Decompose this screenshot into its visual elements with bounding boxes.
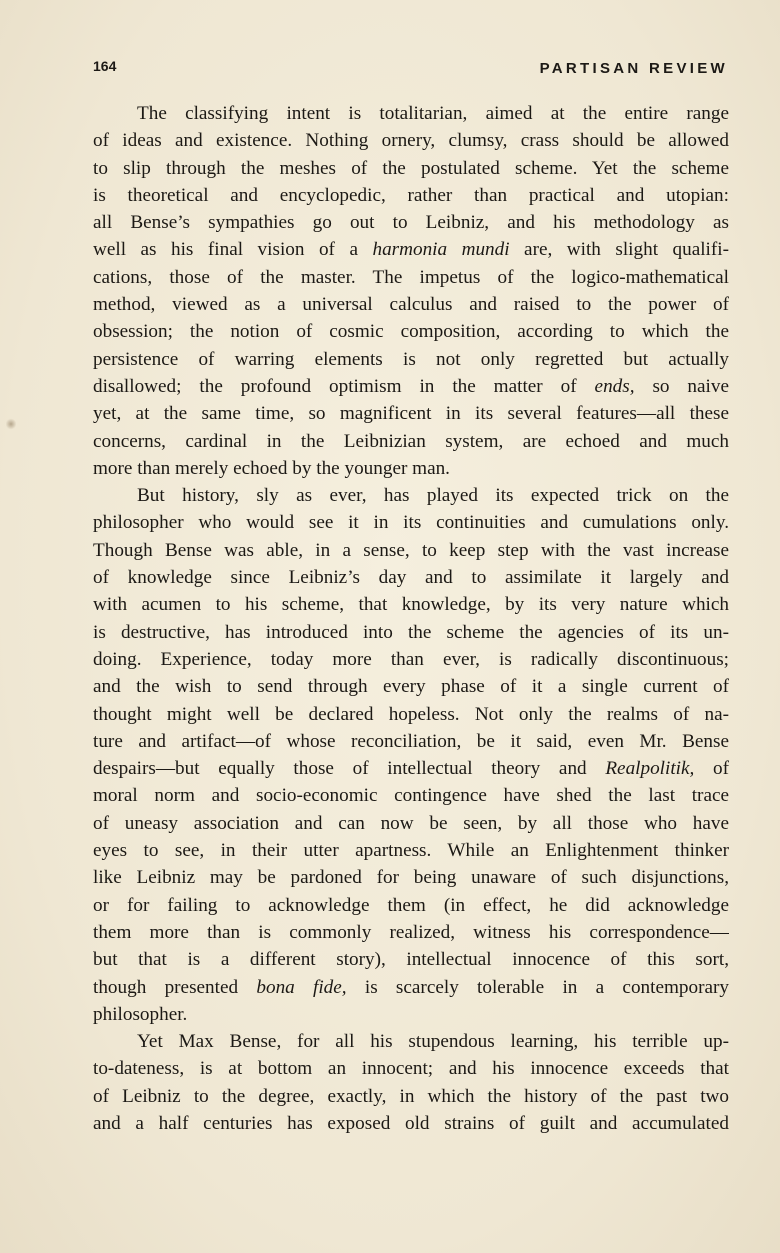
text-line: and a half centuries has exposed old strains of guilt and accumulated <box>93 1112 729 1134</box>
text-line: obsession; the notion of cosmic composition, according to which the <box>93 321 729 343</box>
text-line: with acumen to his scheme, that knowledge, by its very nature which <box>93 594 729 616</box>
text-line: of knowledge since Leibniz’s day and to assimilate it largely and <box>93 567 729 589</box>
text-line: The classifying intent is totalitarian, aimed at the entire range <box>137 103 729 124</box>
text-line: doing. Experience, today more than ever, is radically discontinuous; <box>93 648 729 670</box>
text-line: cations, those of the master. The impetus of the logico-mathematical <box>93 266 729 288</box>
text-line: method, viewed as a universal calculus and raised to the power of <box>93 294 729 316</box>
text-line: and the wish to send through every phase of it a single current of <box>93 676 729 698</box>
text-line: though presented bona fide, is scarcely tolerable in a contemporary <box>93 976 729 998</box>
text-line: Yet Max Bense, for all his stupendous learning, his terrible up- <box>137 1031 729 1053</box>
text-line: more than merely echoed by the younger man. <box>93 457 450 479</box>
body-text <box>93 100 729 1137</box>
running-head: PARTISAN REVIEW <box>539 60 728 77</box>
text-line: to-dateness, is at bottom an innocent; and his innocence exceeds that <box>93 1058 729 1080</box>
text-line: disallowed; the profound optimism in the matter of ends, so naive <box>93 375 729 397</box>
text-line: all Bense’s sympathies go out to Leibniz, and his methodology as <box>93 212 729 234</box>
text-line: eyes to see, in their utter apartness. While an Enlightenment thinker <box>93 840 729 862</box>
page-header <box>93 58 728 82</box>
text-line: is destructive, has introduced into the scheme the agencies of its un- <box>93 621 729 643</box>
text-line: to slip through the meshes of the postulated scheme. Yet the scheme <box>93 157 729 179</box>
page-number: 164 <box>93 58 117 74</box>
text-line: well as his final vision of a harmonia mundi are, with slight qualifi- <box>93 239 729 261</box>
text-line: of uneasy association and can now be seen, by all those who have <box>93 812 729 834</box>
text-line: like Leibniz may be pardoned for being unaware of such disjunctions, <box>93 867 729 889</box>
text-line: concerns, cardinal in the Leibnizian system, are echoed and much <box>93 430 729 452</box>
text-line: thought might well be declared hopeless. Not only the realms of na- <box>93 703 729 725</box>
text-line: Though Bense was able, in a sense, to keep step with the vast increase <box>93 539 729 561</box>
text-line: of Leibniz to the degree, exactly, in which the history of the past two <box>93 1085 729 1107</box>
text-line: yet, at the same time, so magnificent in its several features—all these <box>93 403 729 425</box>
text-line: But history, sly as ever, has played its expected trick on the <box>137 485 729 507</box>
text-line: philosopher who would see it in its continuities and cumulations only. <box>93 512 729 534</box>
text-line: them more than is commonly realized, witness his correspondence— <box>93 921 729 943</box>
text-line: but that is a different story), intellectual innocence of this sort, <box>93 949 729 971</box>
text-line: moral norm and socio-economic contingence have shed the last trace <box>93 785 729 807</box>
page-blemish <box>6 418 16 430</box>
text-line: of ideas and existence. Nothing ornery, clumsy, crass should be allowed <box>93 130 729 152</box>
text-line: is theoretical and encyclopedic, rather than practical and utopian: <box>93 184 729 206</box>
text-line: philosopher. <box>93 1003 188 1025</box>
text-line: or for failing to acknowledge them (in effect, he did acknowledge <box>93 894 729 916</box>
text-line: despairs—but equally those of intellectual theory and Realpolitik, of <box>93 758 729 780</box>
text-line: persistence of warring elements is not only regretted but actually <box>93 348 729 370</box>
text-line: ture and artifact—of whose reconciliation, be it said, even Mr. Bense <box>93 730 729 752</box>
